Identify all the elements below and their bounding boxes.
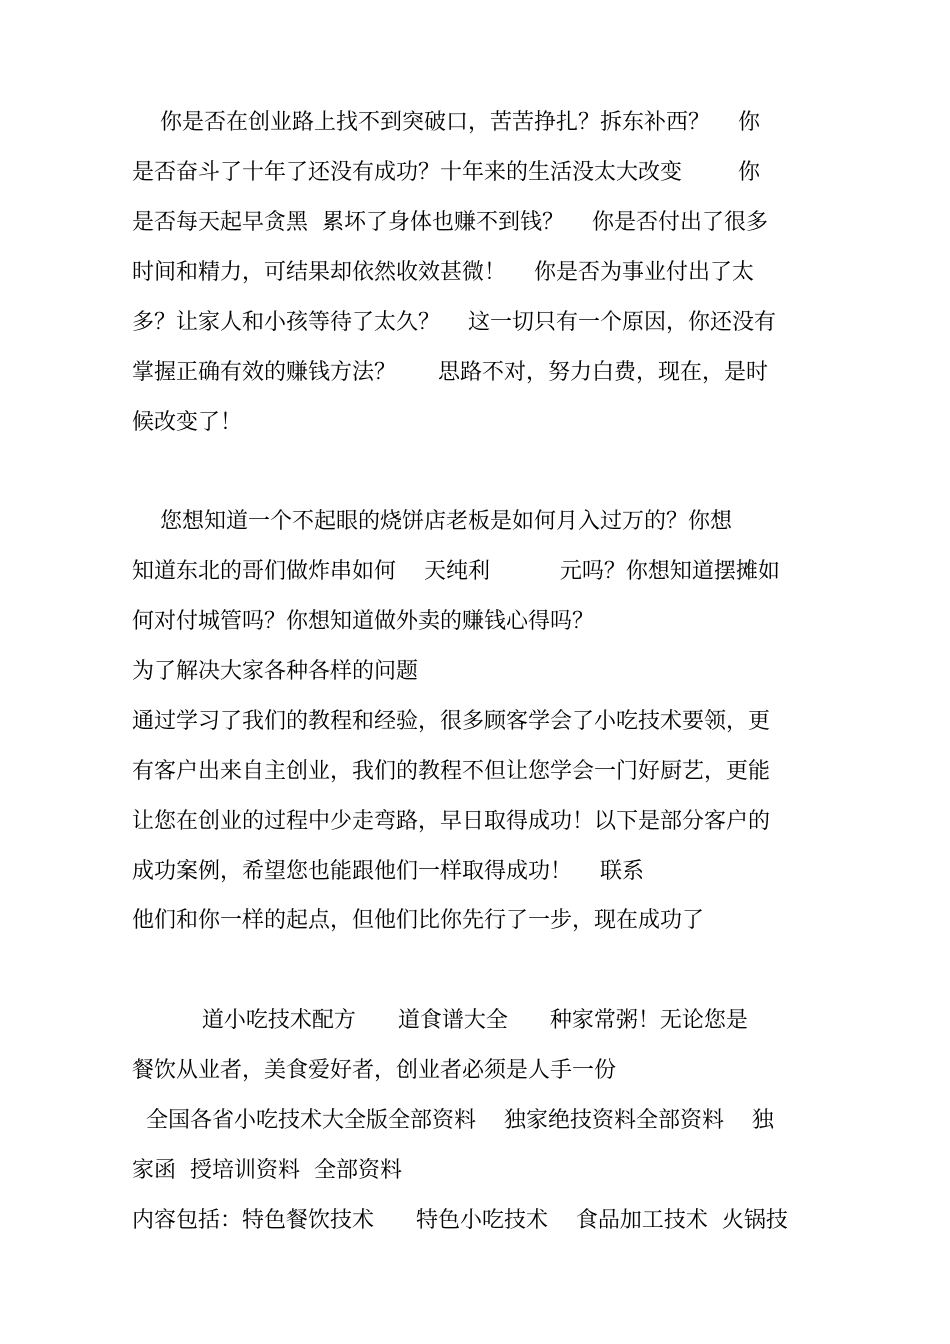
- text-line: 多？让家人和小孩等待了太久？ 这一切只有一个原因，你还没有: [132, 310, 776, 335]
- text-line: 道小吃技术配方 道食谱大全 种家常粥！无论您是: [132, 1008, 748, 1033]
- text-line: 你是否在创业路上找不到突破口，苦苦挣扎？拆东补西？ 你: [132, 110, 760, 135]
- text-line: 餐饮从业者，美食爱好者，创业者必须是人手一份: [132, 1058, 617, 1083]
- text-line: 他们和你一样的起点，但他们比你先行了一步，现在成功了: [132, 908, 705, 933]
- text-line: 候改变了！: [132, 410, 243, 435]
- text-line: 内容包括：特色餐饮技术 特色小吃技术 食品加工技术 火锅技: [132, 1208, 788, 1233]
- text-line: 知道东北的哥们做炸串如何 天纯利 元吗？你想知道摆摊如: [132, 559, 780, 584]
- text-line: 您想知道一个不起眼的烧饼店老板是如何月入过万的？你想: [132, 509, 732, 534]
- text-line: 掌握正确有效的赚钱方法？ 思路不对，努力白费，现在，是时: [132, 360, 768, 385]
- text-line: 让您在创业的过程中少走弯路，早日取得成功！以下是部分客户的: [132, 809, 771, 834]
- text-line: 家函 授培训资料 全部资料: [132, 1158, 402, 1183]
- text-line: 是否每天起早贪黑 累坏了身体也赚不到钱？ 你是否付出了很多: [132, 210, 768, 235]
- text-line: 全国各省小吃技术大全版全部资料 独家绝技资料全部资料 独: [132, 1108, 774, 1133]
- text-line: 何对付城管吗？你想知道做外卖的赚钱心得吗？: [132, 609, 595, 634]
- text-line: 时间和精力，可结果却依然收效甚微！ 你是否为事业付出了太: [132, 260, 754, 285]
- text-line: 为了解决大家各种各样的问题: [132, 659, 419, 684]
- text-line: 成功案例，希望您也能跟他们一样取得成功！ 联系: [132, 859, 644, 884]
- text-line: 通过学习了我们的教程和经验，很多顾客学会了小吃技术要领，更: [132, 709, 771, 734]
- text-line: 有客户出来自主创业，我们的教程不但让您学会一门好厨艺，更能: [132, 759, 771, 784]
- text-line: 是否奋斗了十年了还没有成功？十年来的生活没太大改变 你: [132, 160, 760, 185]
